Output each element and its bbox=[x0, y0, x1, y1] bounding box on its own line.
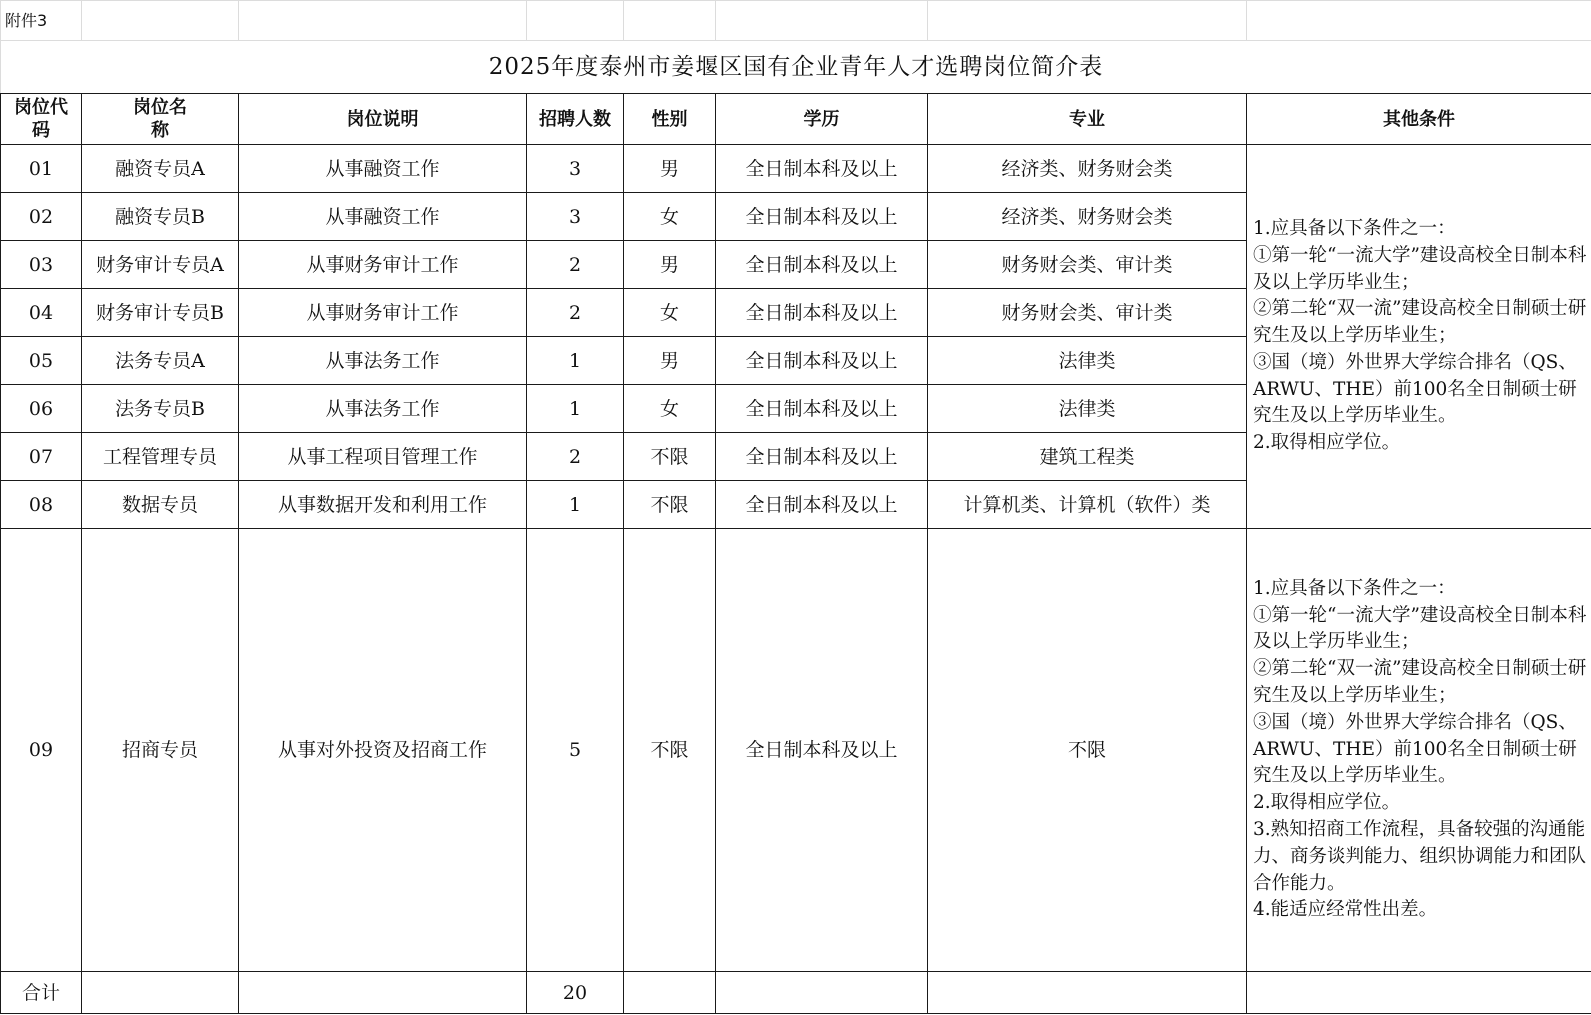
cell-gender: 女 bbox=[624, 289, 716, 337]
cell-code: 07 bbox=[1, 433, 82, 481]
cell-education: 全日制本科及以上 bbox=[716, 145, 928, 193]
cell-name: 数据专员 bbox=[82, 481, 239, 529]
cell-gender: 女 bbox=[624, 385, 716, 433]
table-title: 2025年度泰州市姜堰区国有企业青年人才选聘岗位简介表 bbox=[1, 41, 1591, 94]
cell-major: 计算机类、计算机（软件）类 bbox=[928, 481, 1247, 529]
total-label: 合计 bbox=[1, 972, 82, 1014]
cell-education: 全日制本科及以上 bbox=[716, 433, 928, 481]
cell-description: 从事对外投资及招商工作 bbox=[239, 529, 527, 972]
cell-name: 法务专员B bbox=[82, 385, 239, 433]
cell-other-conditions: 1.应具备以下条件之一： ①第一轮“一流大学”建设高校全日制本科及以上学历毕业生； ②第二轮“双一流”建设高校全日制硕士研究生及以上学历毕业生； ③国（境）外世界大学综合排名（QS、ARWU、THE）前100名全日制硕士研究生及以上学历毕业生。 2.取得相应学位。 bbox=[1247, 145, 1591, 529]
cell-code: 06 bbox=[1, 385, 82, 433]
cell-education: 全日制本科及以上 bbox=[716, 193, 928, 241]
cell-major: 经济类、财务财会类 bbox=[928, 145, 1247, 193]
header-name: 岗位名称 bbox=[82, 94, 239, 145]
cell-name: 财务审计专员B bbox=[82, 289, 239, 337]
cell-major: 经济类、财务财会类 bbox=[928, 193, 1247, 241]
cell-description: 从事融资工作 bbox=[239, 145, 527, 193]
cell-name: 法务专员A bbox=[82, 337, 239, 385]
cell-count: 1 bbox=[527, 481, 624, 529]
cell-description: 从事法务工作 bbox=[239, 337, 527, 385]
cell-gender: 不限 bbox=[624, 433, 716, 481]
cell-major: 法律类 bbox=[928, 385, 1247, 433]
total-row bbox=[1, 972, 1591, 1014]
header-description: 岗位说明 bbox=[239, 94, 527, 145]
cell-code: 03 bbox=[1, 241, 82, 289]
cell-code: 05 bbox=[1, 337, 82, 385]
cell-name: 融资专员B bbox=[82, 193, 239, 241]
cell-count: 2 bbox=[527, 433, 624, 481]
table-row bbox=[1, 529, 1591, 972]
cell-description: 从事数据开发和利用工作 bbox=[239, 481, 527, 529]
cell-gender: 女 bbox=[624, 193, 716, 241]
cell-code: 02 bbox=[1, 193, 82, 241]
cell-name: 财务审计专员A bbox=[82, 241, 239, 289]
cell-description: 从事工程项目管理工作 bbox=[239, 433, 527, 481]
header-major: 专业 bbox=[928, 94, 1247, 145]
header-education: 学历 bbox=[716, 94, 928, 145]
cell-description: 从事财务审计工作 bbox=[239, 289, 527, 337]
cell-major: 财务财会类、审计类 bbox=[928, 289, 1247, 337]
cell-count: 2 bbox=[527, 241, 624, 289]
cell-gender: 男 bbox=[624, 241, 716, 289]
cell-code: 04 bbox=[1, 289, 82, 337]
cell-count: 2 bbox=[527, 289, 624, 337]
cell-gender: 男 bbox=[624, 145, 716, 193]
cell-major: 财务财会类、审计类 bbox=[928, 241, 1247, 289]
cell-count: 5 bbox=[527, 529, 624, 972]
cell-major: 法律类 bbox=[928, 337, 1247, 385]
cell-education: 全日制本科及以上 bbox=[716, 529, 928, 972]
header-code: 岗位代码 bbox=[1, 94, 82, 145]
cell-other-conditions: 1.应具备以下条件之一： ①第一轮“一流大学”建设高校全日制本科及以上学历毕业生； ②第二轮“双一流”建设高校全日制硕士研究生及以上学历毕业生； ③国（境）外世界大学综合排名（QS、ARWU、THE）前100名全日制硕士研究生及以上学历毕业生。 2.取得相应学位。 3.熟知招商工作流程，具备较强的沟通能力、商务谈判能力、组织协调能力和团队合作能力。 4.能适应经常性出差。 bbox=[1247, 529, 1591, 972]
cell-description: 从事融资工作 bbox=[239, 193, 527, 241]
header-count: 招聘人数 bbox=[527, 94, 624, 145]
cell-count: 1 bbox=[527, 385, 624, 433]
cell-gender: 男 bbox=[624, 337, 716, 385]
cell-count: 3 bbox=[527, 145, 624, 193]
cell-code: 08 bbox=[1, 481, 82, 529]
cell-count: 3 bbox=[527, 193, 624, 241]
cell-education: 全日制本科及以上 bbox=[716, 337, 928, 385]
cell-count: 1 bbox=[527, 337, 624, 385]
cell-code: 01 bbox=[1, 145, 82, 193]
cell-gender: 不限 bbox=[624, 481, 716, 529]
table-row bbox=[1, 145, 1591, 193]
cell-education: 全日制本科及以上 bbox=[716, 385, 928, 433]
header-gender: 性别 bbox=[624, 94, 716, 145]
cell-name: 工程管理专员 bbox=[82, 433, 239, 481]
cell-education: 全日制本科及以上 bbox=[716, 481, 928, 529]
cell-major: 建筑工程类 bbox=[928, 433, 1247, 481]
cell-name: 融资专员A bbox=[82, 145, 239, 193]
cell-major: 不限 bbox=[928, 529, 1247, 972]
cell-code: 09 bbox=[1, 529, 82, 972]
cell-gender: 不限 bbox=[624, 529, 716, 972]
attachment-label: 附件3 bbox=[1, 1, 82, 41]
header-other: 其他条件 bbox=[1247, 94, 1591, 145]
cell-name: 招商专员 bbox=[82, 529, 239, 972]
cell-description: 从事法务工作 bbox=[239, 385, 527, 433]
cell-description: 从事财务审计工作 bbox=[239, 241, 527, 289]
cell-education: 全日制本科及以上 bbox=[716, 241, 928, 289]
total-count: 20 bbox=[527, 972, 624, 1014]
cell-education: 全日制本科及以上 bbox=[716, 289, 928, 337]
